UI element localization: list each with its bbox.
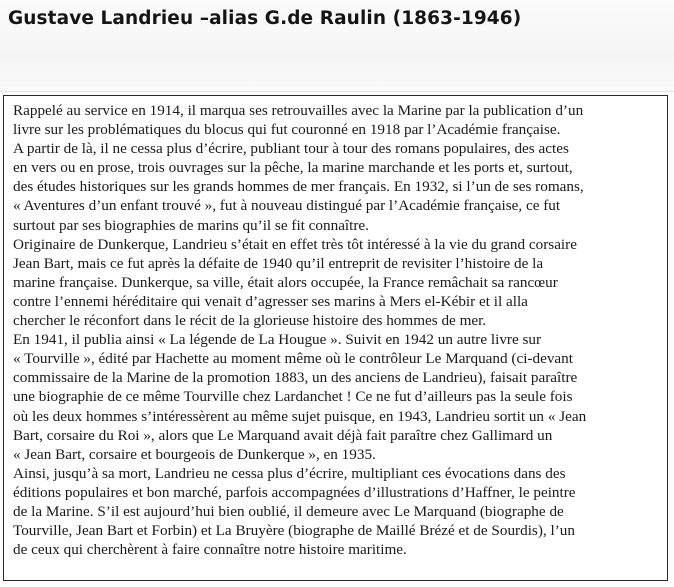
body-text — [13, 101, 663, 559]
text-line: En 1941, il publia ainsi « La légende de La Hougue ». Suivit en 1942 un autre livre sur — [13, 331, 542, 349]
text-line: commissaire de la Marine de la promotion 1883, un des anciens de Landrieu), faisait paraître — [13, 369, 578, 387]
text-line: en vers ou en prose, trois ouvrages sur la pêche, la marine marchande et les ports et, surtout, — [13, 159, 573, 177]
text-line: chercher le réconfort dans le récit de la glorieuse histoire des hommes de mer. — [13, 312, 487, 330]
text-line: Ainsi, jusqu’à sa mort, Landrieu ne cessa plus d’écrire, multipliant ces évocations dans des — [13, 464, 566, 482]
page-title: Gustave Landrieu –alias G.de Raulin (1863-1946) — [8, 8, 522, 29]
text-line: contre l’ennemi héréditaire qui venait d’agresser ses marins à Mers el-Kébir et il alla — [13, 292, 528, 310]
text-line: « Jean Bart, corsaire et bourgeois de Dunkerque », en 1935. — [13, 445, 376, 463]
text-line: marine française. Dunkerque, sa ville, était alors occupée, la France remâchait sa rancœur — [13, 273, 558, 291]
text-line: « Aventures d’un enfant trouvé », fut à nouveau distingué par l’Académie française, ce fut — [13, 197, 561, 215]
text-line: « Tourville », édité par Hachette au moment même où le contrôleur Le Marquand (ci-devant — [13, 350, 573, 368]
text-line: éditions populaires et bon marché, parfois accompagnées d’illustrations d’Haffner, le peintre — [13, 483, 576, 501]
text-line: surtout par ses biographies de marins qu’il se fit connaître. — [13, 216, 369, 234]
text-line: Jean Bart, mais ce fut après la défaite de 1940 qu’il entreprit de revisiter l’histoire de la — [13, 254, 544, 272]
text-line: de ceux qui cherchèrent à faire connaître notre histoire maritime. — [13, 541, 407, 559]
text-line: A partir de là, il ne cessa plus d’écrire, publiant tour à tour des romans populaires, des actes — [13, 140, 569, 158]
text-line: où les deux hommes s’intéressèrent au même sujet puisque, en 1943, Landrieu sortit un « Jean — [13, 407, 587, 425]
text-line: une biographie de ce même Tourville chez Lardanchet ! Ce ne fut d’ailleurs pas la seule fois — [13, 388, 573, 406]
header-divider — [0, 91, 674, 92]
text-line: livre sur les problématiques du blocus qui fut couronné en 1918 par l’Académie française. — [13, 121, 561, 139]
text-line: Bart, corsaire du Roi », alors que Le Marquand avait déjà fait paraître chez Gallimard un — [13, 426, 553, 444]
text-line: Originaire de Dunkerque, Landrieu s’était en effet très tôt intéressé à la vie du grand corsaire — [13, 235, 577, 253]
text-line: des études historiques sur les grands hommes de mer français. En 1932, si l’un de ses romans, — [13, 178, 584, 196]
text-line: Rappelé au service en 1914, il marqua ses retrouvailles avec la Marine par la publication d’un — [13, 102, 584, 119]
text-line: Tourville, Jean Bart et Forbin) et La Bruyère (biographe de Maillé Brézé et de Sourdis), l’un — [13, 522, 575, 540]
text-frame — [3, 95, 668, 581]
text-line: de la Marine. S’il est aujourd’hui bien oublié, il demeure avec Le Marquand (biographe de — [13, 502, 564, 520]
